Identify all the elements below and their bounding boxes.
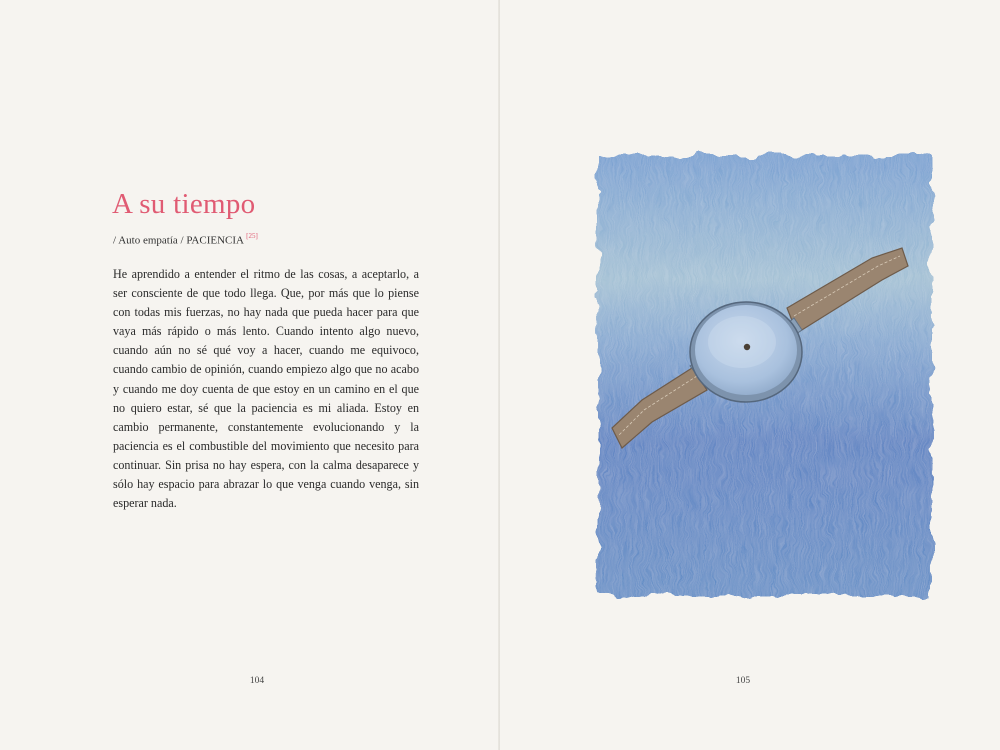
chapter-subtitle [113, 233, 258, 247]
page-number-right: 105 [735, 676, 751, 686]
page-number-left: 104 [249, 676, 265, 686]
left-page [0, 0, 499, 750]
subtitle-text: / Auto empatía / PACIENCIA [113, 234, 244, 247]
footnote-reference: [25] [246, 232, 258, 240]
chapter-title: A su tiempo [112, 188, 256, 220]
watercolor-wristwatch-illustration [582, 138, 950, 610]
body-paragraph: He aprendido a entender el ritmo de las cosas, a aceptarlo, a ser consciente de que todo llega. Que, por más que lo piense con todas mis fuerzas, no hay nada que pueda hacer para que vaya más rápido o más lento. Cuando intento algo nuevo, cuando aún no sé qué voy a hacer, cuando me equivoco, cuando cambio de opinión, cuando empiezo algo que no acabo y cuando me doy cuenta de que estoy en un camino en el que no quiero estar, sé que la paciencia es mi aliada. Estoy en cambio permanente, constantemente evolucionando y la paciencia es el combustible del movimiento que necesito para continuar. Sin prisa no hay espera, con la calma desaparece y sólo hay espacio para abrazar lo que venga cuando venga, sin esperar nada. [113, 267, 419, 511]
